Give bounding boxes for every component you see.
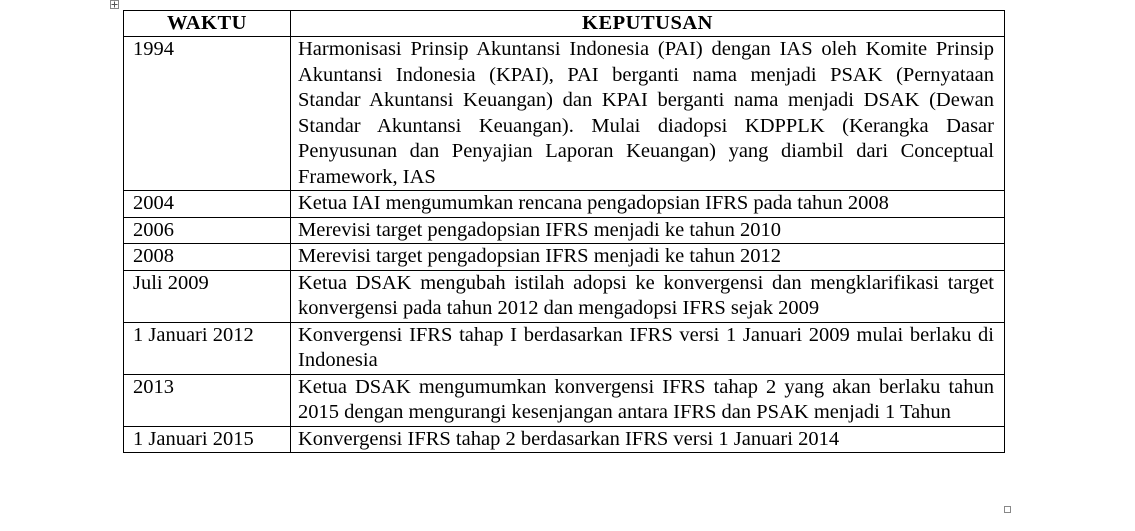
cell-waktu[interactable]: 1994 [124, 37, 291, 191]
cell-keputusan[interactable]: Konvergensi IFRS tahap I berdasarkan IFRS versi 1 Januari 2009 mulai berlaku di Indonesia [291, 322, 1005, 374]
cell-keputusan[interactable]: Konvergensi IFRS tahap 2 berdasarkan IFRS versi 1 Januari 2014 [291, 426, 1005, 453]
table-row [124, 244, 1005, 271]
table-row [124, 426, 1005, 453]
cell-waktu[interactable]: 1 Januari 2015 [124, 426, 291, 453]
cell-waktu[interactable]: 2013 [124, 374, 291, 426]
cell-keputusan[interactable]: Harmonisasi Prinsip Akuntansi Indonesia (PAI) dengan IAS oleh Komite Prinsip Akuntansi Indonesia (KPAI), PAI berganti nama menjadi PSAK (Pernyataan Standar Akuntansi Keuangan) dan KPAI berganti nama menjadi DSAK (Dewan Standar Akuntansi Keuangan). Mulai diadopsi KDPPLK (Kerangka Dasar Penyusunan dan Penyajian Laporan Keuangan) yang diambil dari Conceptual Framework, IAS [291, 37, 1005, 191]
table-resize-handle-icon[interactable] [1004, 506, 1011, 513]
cell-keputusan[interactable]: Ketua IAI mengumumkan rencana pengadopsian IFRS pada tahun 2008 [291, 191, 1005, 218]
cell-waktu[interactable]: 1 Januari 2012 [124, 322, 291, 374]
table-move-handle-icon[interactable] [110, 0, 119, 9]
cell-keputusan[interactable]: Ketua DSAK mengubah istilah adopsi ke konvergensi dan mengklarifikasi target konvergensi pada tahun 2012 dan mengadopsi IFRS sejak 2009 [291, 270, 1005, 322]
table-row [124, 37, 1005, 191]
table-row [124, 322, 1005, 374]
table-row [124, 270, 1005, 322]
cell-waktu[interactable]: Juli 2009 [124, 270, 291, 322]
table-row [124, 191, 1005, 218]
cell-waktu[interactable]: 2006 [124, 217, 291, 244]
timeline-table [123, 10, 1005, 453]
cell-keputusan[interactable]: Merevisi target pengadopsian IFRS menjadi ke tahun 2010 [291, 217, 1005, 244]
cell-waktu[interactable]: 2004 [124, 191, 291, 218]
cell-keputusan[interactable]: Merevisi target pengadopsian IFRS menjadi ke tahun 2012 [291, 244, 1005, 271]
header-waktu[interactable]: WAKTU [124, 11, 291, 37]
header-keputusan[interactable]: KEPUTUSAN [291, 11, 1005, 37]
cell-keputusan[interactable]: Ketua DSAK mengumumkan konvergensi IFRS tahap 2 yang akan berlaku tahun 2015 dengan mengurangi kesenjangan antara IFRS dan PSAK menjadi 1 Tahun [291, 374, 1005, 426]
table-row [124, 374, 1005, 426]
cell-waktu[interactable]: 2008 [124, 244, 291, 271]
table-header-row [124, 11, 1005, 37]
table-row [124, 217, 1005, 244]
